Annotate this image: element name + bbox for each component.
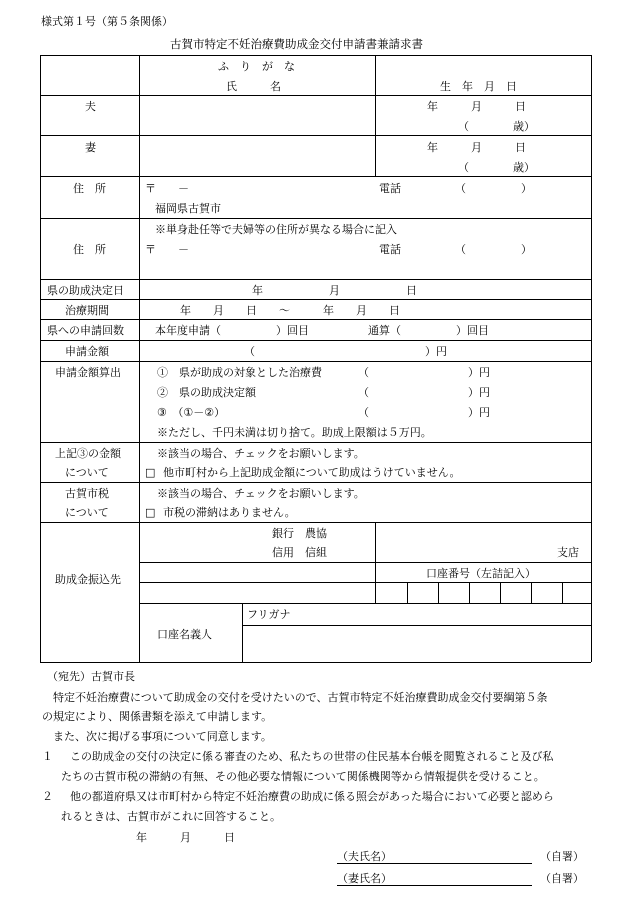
amount-label: 申請金額 [65,345,109,358]
name-label: 氏 名 [226,80,281,93]
application-count-label: 県への申請回数 [47,324,124,337]
other-municipality-statement: 他市町村から上記助成金額について助成はうけていません。 [163,466,461,479]
calc-item2-field[interactable] [364,384,467,400]
calc-item3-open: （ [358,406,369,419]
husband-signature-label: （夫氏名） [337,850,392,863]
separate-address-note: ※単身赴任等で夫婦等の住所が異なる場合に記入 [155,223,397,236]
branch-label: 支店 [557,546,579,559]
consent1-number: １ [42,750,53,763]
amount-field[interactable] [250,343,425,359]
treatment-period-label: 治療期間 [65,304,109,317]
account-holder-label: 口座名義人 [157,628,212,641]
addressee: （宛先）古賀市長 [47,670,135,683]
calc-item2-label: ② 県の助成決定額 [157,386,256,399]
consent2-line1: 他の都道府県又は市町村から特定不妊治療費の助成に係る照会があった場合において必要と認めら [70,790,554,803]
phone-label: 電話 [379,182,401,195]
form-title: 古賀市特定不妊治療費助成金交付申請書兼請求書 [170,37,423,51]
phone-field[interactable]: （ ） [455,182,532,195]
form-number: 様式第１号（第５条関係） [41,15,173,28]
city-tax-check-note: ※該当の場合、チェックをお願いします。 [157,487,365,500]
amount-close-paren: ）円 [425,345,447,358]
address2-label: 住 所 [73,243,106,256]
bank-type-line1: 銀行 農協 [272,527,327,540]
decision-date-label: 県の助成決定日 [47,284,124,297]
wife-age[interactable]: （ 歳） [458,161,535,174]
city-tax-label: 古賀市税 [65,487,109,500]
furigana-bank-label: フリガナ [247,608,291,621]
prefecture-text: 福岡県古賀市 [155,202,221,215]
consent1-line1: この助成金の交付の決定に係る審査のため、私たちの世帯の住民基本台帳を閲覧されること及び私 [70,750,554,763]
decision-date-field[interactable]: 年 月 日 [252,284,417,297]
wife-signature-line[interactable] [337,871,532,886]
item3-amount-label2: について [65,466,109,479]
husband-age[interactable]: （ 歳） [458,120,535,133]
wife-label: 妻 [85,141,96,154]
wife-name-field[interactable] [140,136,375,175]
consent-intro: また、次に掲げる事項について同意します。 [53,730,272,743]
amount-open-paren: （ [244,345,255,358]
calc-item1-open: （ [358,366,369,379]
city-tax-checkbox[interactable]: □ [145,506,156,519]
birthdate-label: 生 年 月 日 [440,80,517,93]
calc-note: ※ただし、千円未満は切り捨て。助成上限額は５万円。 [157,426,432,439]
account-number-field[interactable] [376,583,591,602]
husband-self-sign: （自署） [540,850,584,863]
consent1-line2: たちの古賀市税の滞納の有無、その他必要な情報について関係機関等から情報提供を受けること。 [61,770,545,783]
husband-name-field[interactable] [140,96,375,135]
calc-item1-field[interactable] [364,364,467,380]
city-tax-statement: 市税の滞納はありません。 [163,506,296,519]
date-field[interactable]: 年 月 日 [136,831,235,844]
branch-name-field[interactable] [376,523,546,561]
husband-label: 夫 [85,100,96,113]
calc-item1-label: ① 県が助成の対象とした治療費 [157,366,322,379]
calc-item2-open: （ [358,386,369,399]
postal-code-field[interactable]: 〒 － [145,182,189,195]
consent2-line2: れるときは、古賀市がこれに回答すること。 [61,810,281,823]
address-label: 住 所 [73,182,106,195]
wife-self-sign: （自署） [540,872,584,885]
phone2-field[interactable]: （ ） [455,243,532,256]
calc-item1-close: ）円 [468,366,490,379]
item3-check-note: ※該当の場合、チェックをお願いします。 [157,447,365,460]
this-year-count-field[interactable]: 本年度申請（ ）回目 [155,324,309,337]
total-count-field[interactable]: 通算（ ）回目 [368,324,489,337]
calc-item3-field[interactable] [364,404,467,420]
consent2-number: ２ [42,790,53,803]
wife-signature-label: （妻氏名） [337,872,392,885]
calc-item2-close: ）円 [468,386,490,399]
bank-type-line2: 信用 信組 [272,546,327,559]
city-tax-label2: について [65,506,109,519]
calc-item3-close: ）円 [468,406,490,419]
calculation-label: 申請金額算出 [55,366,121,379]
account-number-label: 口座番号（左詰記入） [426,567,536,580]
other-municipality-checkbox[interactable]: □ [145,466,156,479]
furigana-label: ふ り が な [218,60,295,73]
wife-birth-ymd[interactable]: 年 月 日 [427,141,526,154]
postal-code2-field[interactable]: 〒 － [145,243,189,256]
application-paragraph-line2: の規定により、関係書類を添えて申請します。 [42,710,273,723]
calc-item3-label: ③ （①－②） [157,406,226,419]
phone2-label: 電話 [379,243,401,256]
bank-name-field[interactable] [140,523,260,561]
husband-signature-line[interactable] [337,849,532,864]
account-holder-field[interactable] [243,626,590,661]
item3-amount-label: 上記③の金額 [55,447,121,460]
bank-transfer-label: 助成金振込先 [55,573,121,586]
husband-birth-ymd[interactable]: 年 月 日 [427,100,526,113]
treatment-period-field[interactable]: 年 月 日 ～ 年 月 日 [180,304,400,317]
application-paragraph-line1: 特定不妊治療費について助成金の交付を受けたいので、古賀市特定不妊治療費助成金交付要綱第５条 [53,691,548,704]
